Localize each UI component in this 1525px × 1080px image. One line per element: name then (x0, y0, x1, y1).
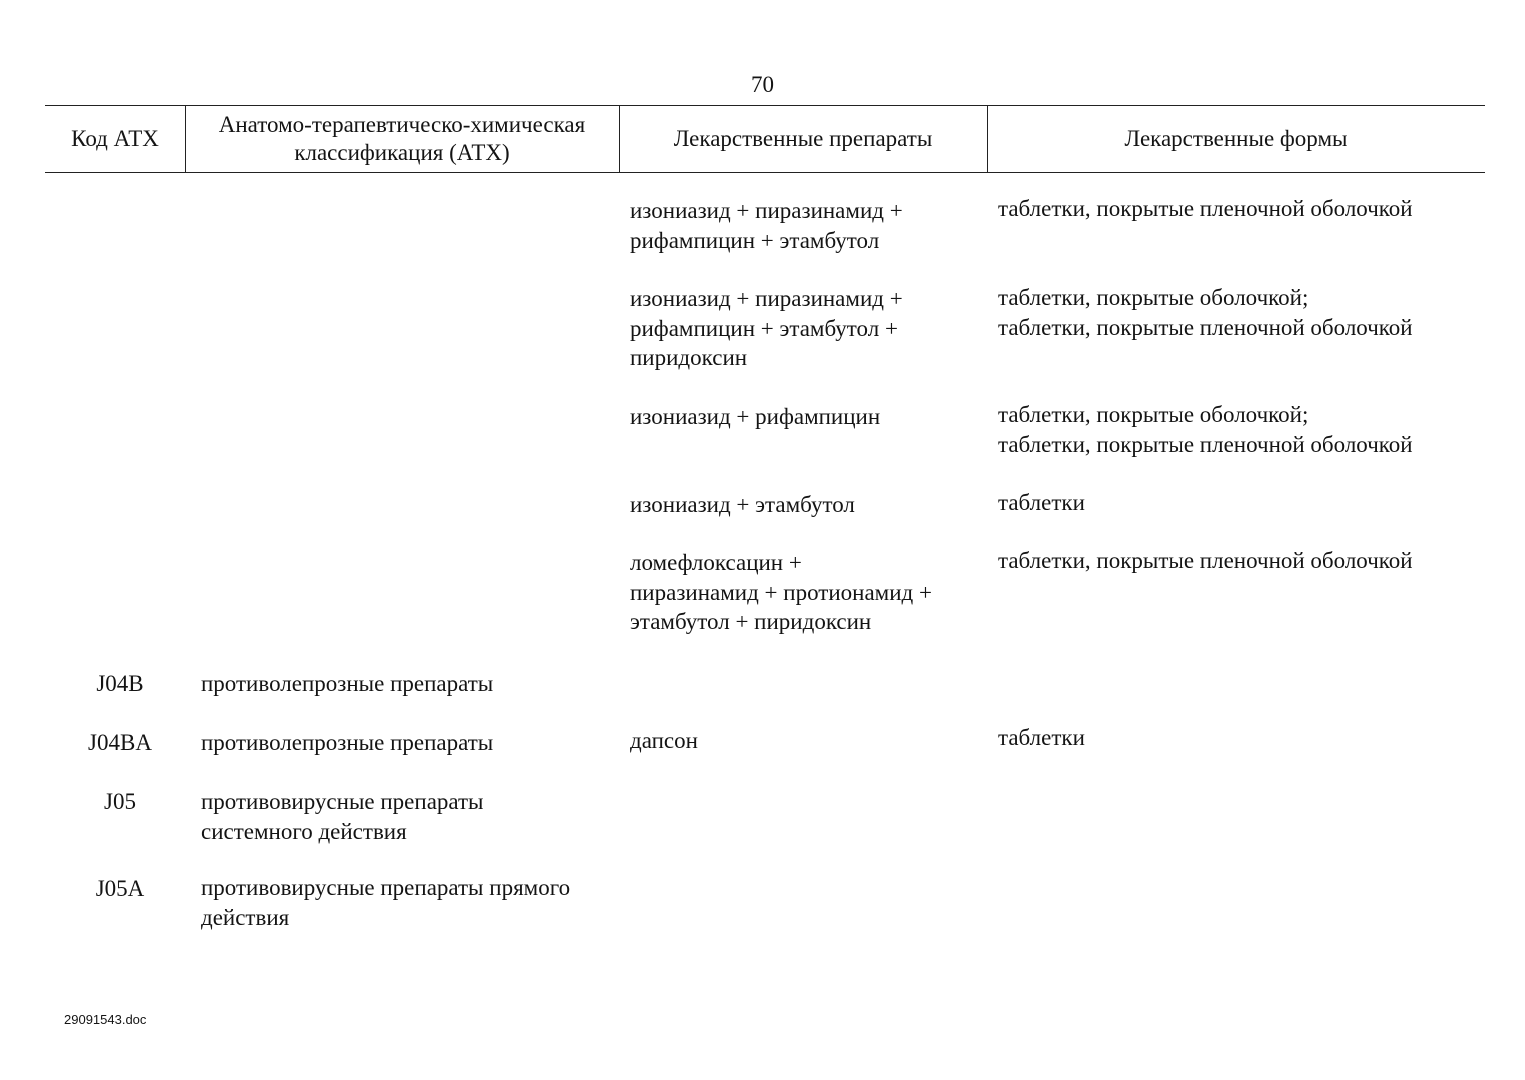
dosage-form: таблетки, покрытые оболочкой; таблетки, покрытые пленочной оболочкой (998, 402, 1413, 457)
dosage-form: таблетки (998, 725, 1085, 750)
header-code: Код АТХ (71, 126, 159, 151)
atc-code: J05A (95, 876, 145, 901)
atc-classification: противолепрозные препараты (201, 671, 494, 696)
drug-name: изониазид + этамбутол (630, 492, 855, 517)
drug-name: ломефлоксацин + пиразинамид + протионамид + этамбутол + пиридоксин (630, 550, 932, 634)
drug-name: изониазид + пиразинамид + рифампицин + этамбутол (630, 198, 903, 253)
dosage-form: таблетки, покрытые пленочной оболочкой (998, 196, 1413, 221)
header-classification: Анатомо-терапевтическо-химическая классификация (АТХ) (218, 112, 586, 165)
atc-classification: противовирусные препараты системного действия (201, 789, 484, 844)
header-drugs: Лекарственные препараты (673, 126, 933, 151)
atc-code: J05 (104, 789, 136, 814)
atc-code: J04BA (88, 730, 152, 755)
atc-classification: противолепрозные препараты (201, 730, 494, 755)
header-forms: Лекарственные формы (1124, 126, 1348, 151)
dosage-form: таблетки, покрытые пленочной оболочкой (998, 548, 1413, 573)
page-number: 70 (751, 72, 774, 97)
drug-name: дапсон (630, 728, 698, 753)
atc-classification: противовирусные препараты прямого действия (201, 875, 571, 930)
dosage-form: таблетки, покрытые оболочкой; таблетки, покрытые пленочной оболочкой (998, 285, 1413, 340)
drug-name: изониазид + пиразинамид + рифампицин + этамбутол + пиридоксин (630, 286, 903, 370)
dosage-form: таблетки (998, 490, 1085, 515)
atc-code: J04B (96, 671, 144, 696)
table-header (45, 105, 1485, 173)
document-filename: 29091543.doc (64, 1012, 147, 1027)
drug-name: изониазид + рифампицин (630, 404, 881, 429)
